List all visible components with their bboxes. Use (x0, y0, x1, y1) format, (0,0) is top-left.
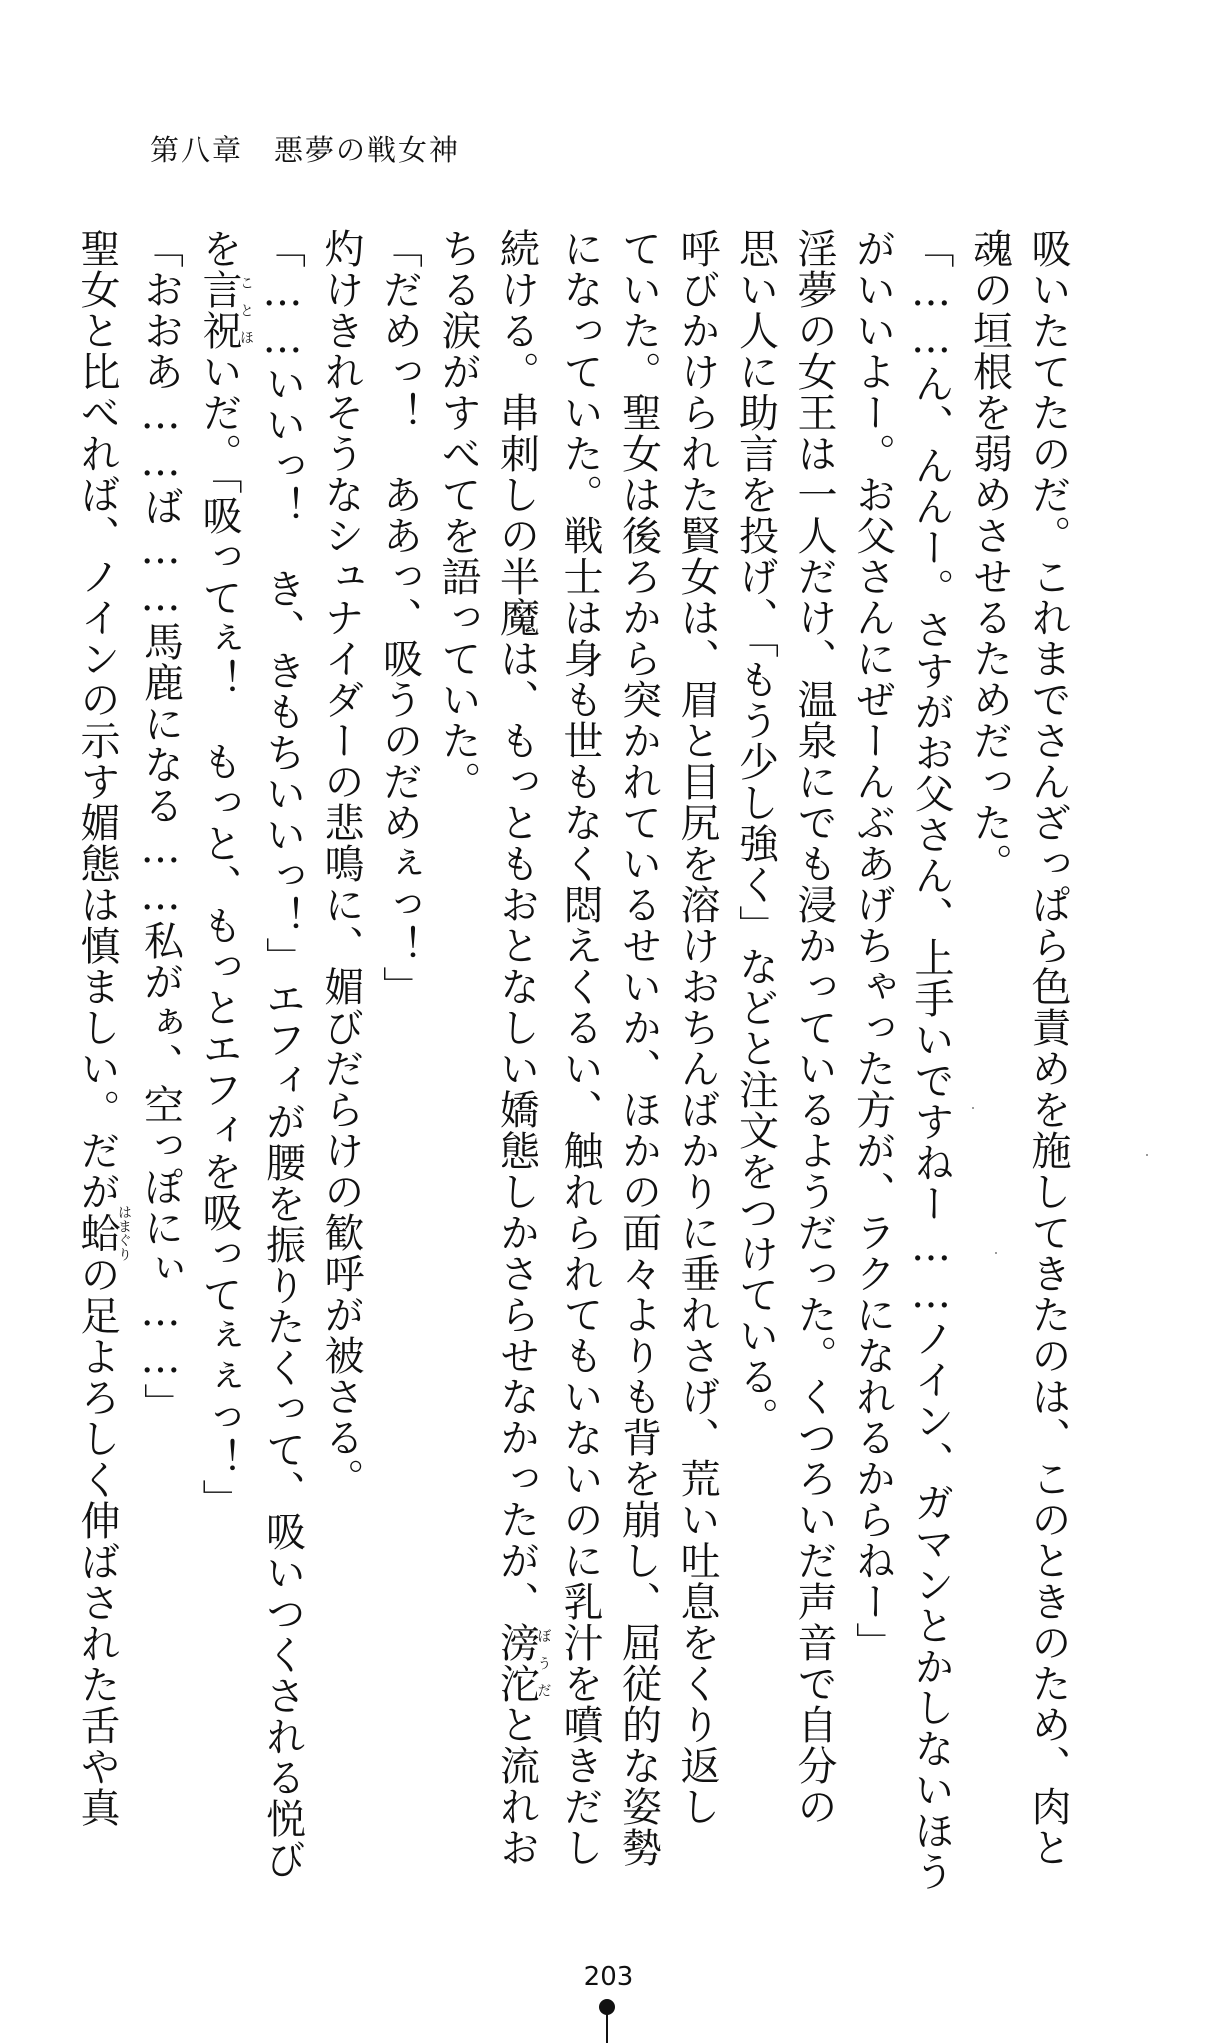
text-line: 魂の垣根を弱めさせるためだった。 (966, 228, 1013, 884)
running-head: 第八章 悪夢の戦女神 (150, 133, 461, 167)
text-line: 「おおあ……ば……馬鹿になる……私がぁ、空っぽにぃ……」 (137, 228, 184, 1424)
text-line: 「……ん、んんー。さすがお父さん、上手いですねー……ノイン、ガマンとかしないほう (908, 228, 954, 1892)
text-line: 続ける。串刺しの半魔は、もっともおとなしい嬌態しかさらせなかったが、滂沱ぼうだと流れお (493, 228, 552, 1868)
print-speck (1146, 1154, 1148, 1156)
print-speck (972, 1107, 974, 1109)
text-line: 思い人に助言を投げ、「もう少し強く」などと注文をつけている。 (732, 228, 779, 1438)
text-line: を言祝ことほいだ。「吸ってぇ！ もっと、もっとエフィを吸ってぇぇっ！」 (196, 228, 254, 1520)
ruby-reading: ことほ (238, 269, 254, 351)
ruby-annotation: 言祝ことほ (196, 269, 254, 351)
text-line: ちる涙がすべてを語っていた。 (435, 228, 481, 802)
ruby-reading: ぼうだ (535, 1622, 552, 1704)
text-line: 「……いいっ！ き、きもちいいっ！」エフィが腰を振りたくって、吸いつくされる悦び (259, 228, 306, 1880)
print-speck (995, 1252, 997, 1254)
body-text (68, 228, 1078, 1892)
text-line: 呼びかけられた賢女は、眉と目尻を溶けおちんばかりに垂れさげ、荒い吐息をくり返し (674, 228, 720, 1827)
page-number: 203 (583, 1962, 634, 1992)
ruby-annotation: 蛤はまぐり (74, 1205, 132, 1261)
text-line: 灼けきれそうなシュナイダーの悲鳴に、媚びだらけの歓呼が被さる。 (318, 228, 364, 1499)
ruby-annotation: 滂沱ぼうだ (493, 1622, 552, 1704)
text-line: 聖女と比べれば、ノインの示す媚態は慎ましい。だが蛤はまぐりの足よろしく伸ばされた舌や真 (74, 228, 132, 1828)
text-line: 淫夢の女王は一人だけ、温泉にでも浸かっているようだった。くつろいだ声音で自分の (791, 228, 837, 1827)
text-line: になっていた。戦士は身も世もなく悶えくるい、触れられてもいないのに乳汁を噴きだし (557, 228, 603, 1868)
text-line: がいいよー。お父さんにぜーんぶあげちゃった方が、ラクになれるからねー」 (849, 228, 896, 1663)
ruby-reading: はまぐり (116, 1205, 132, 1261)
page-marker-icon (598, 1998, 616, 2043)
text-line: 「だめっ！ ああっ、吸うのだめぇっ！」 (376, 228, 423, 1007)
text-line: ていた。聖女は後ろから突かれているせいか、ほかの面々よりも背を崩し、屈従的な姿勢 (615, 228, 662, 1868)
text-line: 吸いたてたのだ。これまでさんざっぱら色責めを施してきたのは、このときのため、肉と (1025, 228, 1071, 1868)
